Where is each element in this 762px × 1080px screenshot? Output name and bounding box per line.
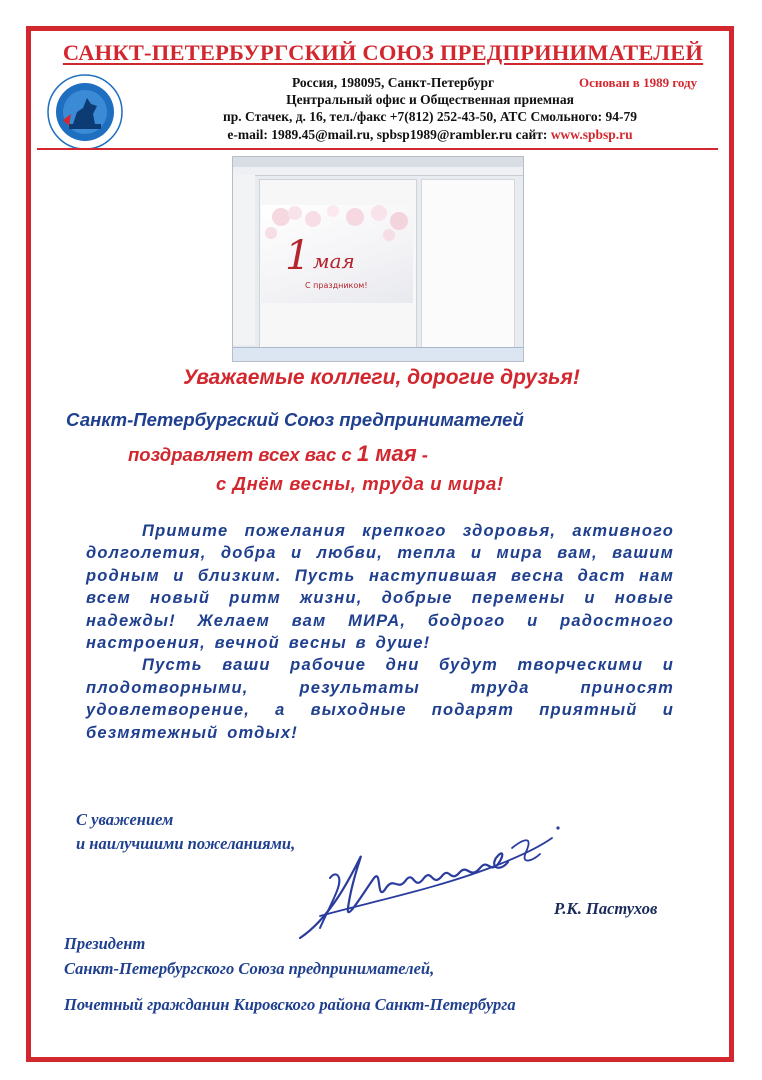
header-address: Россия, 198095, Санкт-Петербург [292, 75, 495, 90]
closing [76, 808, 295, 856]
header-email: e-mail: 1989.45@mail.ru, spbsp1989@rambler.ru сайт: [227, 127, 551, 142]
headline: Уважаемые коллеги, дорогие друзья! [183, 366, 580, 389]
closing-line-2: и наилучшими пожеланиями, [76, 834, 296, 853]
header-street: пр. Стачек, д. 16, тел./факс +7(812) 252-43-50, АТС Смольного: 94-79 [222, 109, 638, 124]
browser-bar [233, 157, 523, 167]
may-date: 1 мая [356, 441, 417, 466]
body-paragraph-1: Примите пожелания крепкого здоровья, активного долголетия, добра и любви, тепла и мира вам, вашим родным и близким. Пусть наступившая весна даст нам всем новый ритм жизни, добрые перемены и новые надежды! Желаем вам МИРА, бодрого и радостного настроения, вечной весны в душе! [86, 522, 674, 653]
holiday-line: с Днём весны, труда и мира! [216, 473, 504, 494]
greeting-subtitle: С праздником! [305, 281, 368, 290]
signer-role-1: Президент [64, 934, 146, 953]
header-contacts [140, 127, 720, 143]
body-paragraph-2: Пусть ваши рабочие дни будут творческими и плодотворными, результаты труда приносят удовлетворение, а выходные подарят приятный и безмятежный отдых! [86, 656, 674, 742]
browser-tabs [233, 167, 523, 176]
signer-name: Р.К. Пастухов [554, 899, 658, 918]
taskbar [233, 347, 523, 362]
congrats-suffix: - [416, 444, 428, 465]
closing-line-1: С уважением [76, 810, 174, 829]
congrats-line [128, 441, 428, 467]
greeting-number: 1 [285, 233, 311, 279]
org-title: САНКТ-ПЕТЕРБУРГСКИЙ СОЮЗ ПРЕДПРИНИМАТЕЛЕЙ [62, 40, 704, 65]
congrats-prefix: поздравляет всех вас с [128, 444, 357, 465]
greeting-word: мая [313, 249, 355, 273]
body-text [86, 520, 674, 744]
side-panel [421, 179, 515, 349]
signer-role-2: Санкт-Петербургского Союза предпринимателей, [64, 959, 435, 978]
union-line: Санкт-Петербургский Союз предпринимателей [66, 409, 524, 430]
header-site-link[interactable]: www.spbsp.ru [550, 127, 633, 142]
header-divider [37, 148, 718, 150]
founded-note: Основан в 1989 году [579, 75, 698, 90]
handwritten-signature [290, 818, 580, 950]
browser-sidebar [233, 175, 255, 345]
greeting-screenshot [232, 156, 524, 362]
header-office: Центральный офис и Общественная приемная [286, 92, 574, 107]
union-logo [47, 74, 123, 150]
signer-role-3: Почетный гражданин Кировского района Санкт-Петербурга [64, 995, 516, 1014]
